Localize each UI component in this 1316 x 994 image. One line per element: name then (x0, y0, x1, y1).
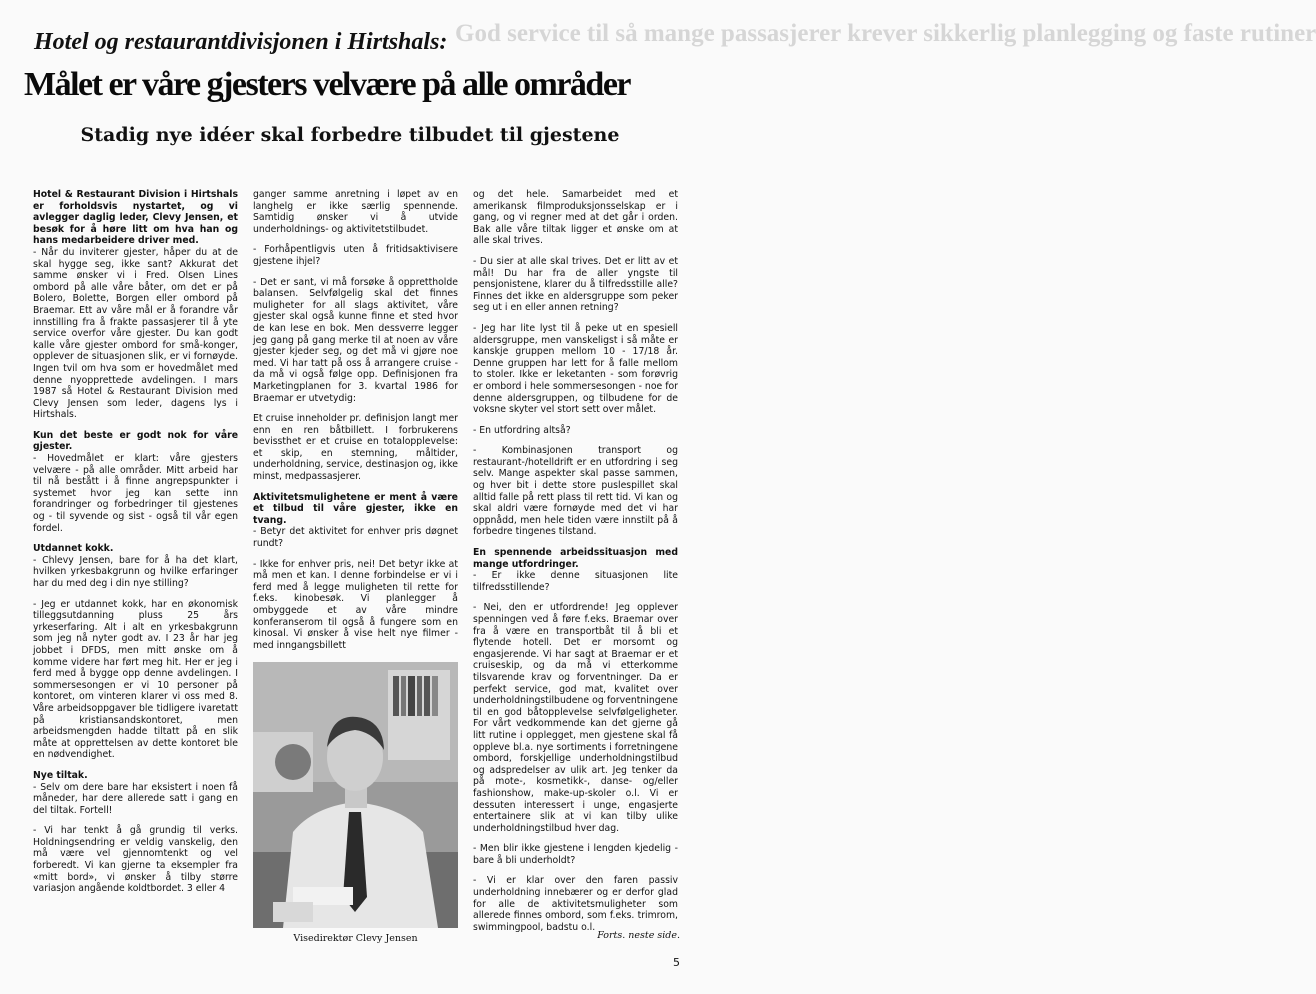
paragraph: og det hele. Samarbeidet med et amerikansk filmproduksjonsselskap er i gang, og vi regner med at det går i orden. Bak alle våre tiltak ligger et ønske om at alle skal trives. (473, 189, 678, 247)
section-heading: Utdannet kokk. (33, 543, 114, 555)
paragraph: ganger samme anretning i løpet av en langhelg er ikke særlig spennende. Samtidig ønsker vi å utvide underholdnings- og aktivitetstilbudet. (253, 189, 458, 235)
paragraph: - Nei, den er utfordrende! Jeg opplever spenningen ved å føre f.eks. Braemar over fra å være en transportbåt til å bli et flytende hotell. Det er morsomt og engasjerende. Vi har sagt at Braemar er et cruiseskip, og da må vi etterkomme tilsvarende krav og forventninger. Da er perfekt service, god mat, kvalitet over underholdningstilbudene og forventningene til en god båtopplevelse selvfølgeligheter. For vårt vedkommende kan det gjerne gå litt rutine i opplegget, men gjestene skal få oppleve bl.a. nye sortiments i forretningene ombord, forskjellige underholdningstilbud og adspredelser av ulik art. Jeg tenker da på mote-, kosmetikk-, danse- og/eller fashionshow, make-up-skoler o.l. Vi er dessuten interessert i unge, engasjerte entertainere slik at vi kan tilby ulike underholdningstilbud hver dag. (473, 602, 678, 834)
headline: Målet er våre gjesters velvære på alle områder (24, 66, 631, 103)
paragraph: - Men blir ikke gjestene i lengden kjedelig - bare å bli underholdt? (473, 843, 678, 866)
paragraph: - Selv om dere bare har eksistert i noen få måneder, har dere allerede satt i gang en del tiltak. Fortell! (33, 781, 238, 816)
section-heading: En spennende arbeidssituasjon med mange utfordringer. (473, 547, 678, 570)
column-2 (253, 189, 458, 660)
paragraph: Et cruise inneholder pr. definisjon langt mer enn en ren båtbillett. I forbrukerens bevissthet er et cruise en totalopplevelse: et skip, en stemning, måltider, underholdning, service, destinasjon og, ikke minst, medpassasjerer. (253, 413, 459, 483)
paragraph: - Forhåpentligvis uten å fritidsaktivisere gjestene ihjel? (253, 244, 458, 267)
paragraph: - Ikke for enhver pris, nei! Det betyr ikke at må men et kan. I denne forbindelse er vi i ferd med å legge muligheten til rette for f.eks. kinobesøk. Vi planlegger å ombyggede et av våre mindre konferanserom til også å fungere som en kinosal. Vi ønsker å vise helt nye filmer - med inngangsbillett (253, 558, 458, 651)
paragraph: - Du sier at alle skal trives. Det er litt av et mål! Du har fra de aller yngste til pensjonistene, klarer du å tilfredsstille alle? Finnes det ikke en aldersgruppe som peker seg ut i en eller annen retning? (473, 255, 678, 314)
section-heading: Hotel & Restaurant Division i Hirtshals er forholdsvis nystartet, og vi avlegger daglig leder, Clevy Jensen, et besøk for å høre litt om hva han og hans medarbeidere driver med. (33, 189, 238, 247)
paragraph: - Hovedmålet er klart: våre gjesters velvære - på alle områder. Mitt arbeid har til nå bestått i å finne angrepspunkter i systemet hvor jeg kan sette inn forandringer og forbedringer til gjestenes og - til syvende og sist - også til vår egen fordel. (33, 453, 238, 534)
paragraph: - Chlevy Jensen, bare for å ha det klart, hvilken yrkesbakgrunn og hvilke erfaringer har du med deg i din nye stilling? (33, 554, 238, 589)
column-1 (33, 189, 238, 904)
subheadline: Stadig nye idéer skal forbedre tilbudet til gjestene (80, 124, 620, 146)
paragraph: - Vi har tenkt å gå grundig til verks. Holdningsendring er veldig vanskelig, den må være vel gjennomtenkt og vel forberedt. Vi kan gjerne ta eksempler fra «mitt bord», vi ønsker å tilby større variasjon angående koldtbordet. 3 eller 4 (33, 825, 238, 895)
section-heading: Kun det beste er godt nok for våre gjester. (33, 429, 238, 453)
kicker: Hotel og restaurantdivisjonen i Hirtshals: (34, 29, 448, 55)
continued-note: Forts. neste side. (597, 930, 680, 941)
paragraph: - En utfordring altså? (473, 424, 571, 436)
portrait-photo (253, 662, 458, 928)
paragraph: - Betyr det aktivitet for enhver pris døgnet rundt? (253, 526, 458, 550)
column-3 (473, 189, 678, 942)
paragraph: - Kombinasjonen transport og restaurant-/hotelldrift er en utfordring i seg selv. Mange aspekter skal passe sammen, og hver bit i dette store puslespillet skal alltid falle på rett plass til rett tid. Vi kan og skal aldri være fornøyde med det vi har oppnådd, men hele tiden være innstilt på å forbedre tingenes tilstand. (473, 445, 678, 538)
paragraph: - Når du inviterer gjester, håper du at de skal hygge seg, ikke sant? Akkurat det samme ønsker vi i Fred. Olsen Lines ombord på alle våre båter, om det er på Bolero, Bolette, Borgen eller ombord på Braemar. Ett av våre mål er å forandre vår innstilling fra å frakte passasjerer til å yte service overfor våre gjester. Du kan godt kalle våre gjester ombord for små-konger, opplever de situasjonen slik, er vi fornøyde. Ingen tvil om hva som er hovedmålet med denne nyopprettede avdelingen. I mars 1987 så Hotel & Restaurant Division med Clevy Jensen som leder, dagens lys i Hirtshals. (33, 246, 238, 421)
photo-caption: Visedirektør Clevy Jensen (293, 933, 418, 944)
paragraph: - Jeg har lite lyst til å peke ut en spesiell aldersgruppe, men vanskeligst i så måte er kanskje gruppen mellom 10 - 17/18 år. Denne gruppen har lett for å falle mellom to stoler. Ikke er leketanten - som forøvrig er ombord i hele sommersesongen - noe for denne aldersgruppen, og tilbudene for de voksne skyter vel stort sett over målet. (473, 322, 678, 416)
paragraph: - Er ikke denne situasjonen lite tilfredsstillende? (473, 570, 678, 593)
background-text: God service til så mange passasjerer krever sikkerlig planlegging og faste rutiner (455, 20, 1316, 47)
paragraph: - Vi er klar over den faren passiv underholdning innebærer og er derfor glad for alle de aktivitetsmuligheter som allerede finnes ombord, som f.eks. trimrom, swimmingpool, badstu o.l. (473, 875, 678, 933)
paragraph: - Jeg er utdannet kokk, har en økonomisk tilleggsutdanning pluss 25 års yrkeserfaring. Alt i alt en yrkesbakgrunn som jeg nå nyter godt av. I 23 år har jeg jobbet i DFDS, men mitt ønske om å komme videre har ført meg hit. Her er jeg i ferd med å bygge opp denne avdelingen. I sommersesongen er vi 10 personer på kontoret, om vinteren klarer vi oss med 8. Våre arbeidsoppgaver ble tidligere ivaretatt på kristiansandskontoret, men arbeidsmengden hadde tiltatt på en slik måte at opprettelsen av dette kontoret ble en nødvendighet. (33, 598, 238, 761)
paragraph: - Det er sant, vi må forsøke å opprettholde balansen. Selvfølgelig skal det finnes muligheter for all slags aktivitet, våre gjester skal også kunne finne et sted hvor de kan lese en bok. Men dessverre legger jeg gang på gang merke til at noen av våre gjester kjeder seg, og det må vi gjøre noe med. Vi har tatt på oss å arrangere cruise - da må vi også følge opp. Definisjonen fra Marketingplanen for 3. kvartal 1986 for Braemar er utvetydig: (253, 276, 458, 404)
section-heading: Nye tiltak. (33, 769, 88, 781)
section-heading: Aktivitetsmulighetene er ment å være et tilbud til våre gjester, ikke en tvang. (253, 491, 458, 526)
page-number: 5 (673, 956, 680, 969)
